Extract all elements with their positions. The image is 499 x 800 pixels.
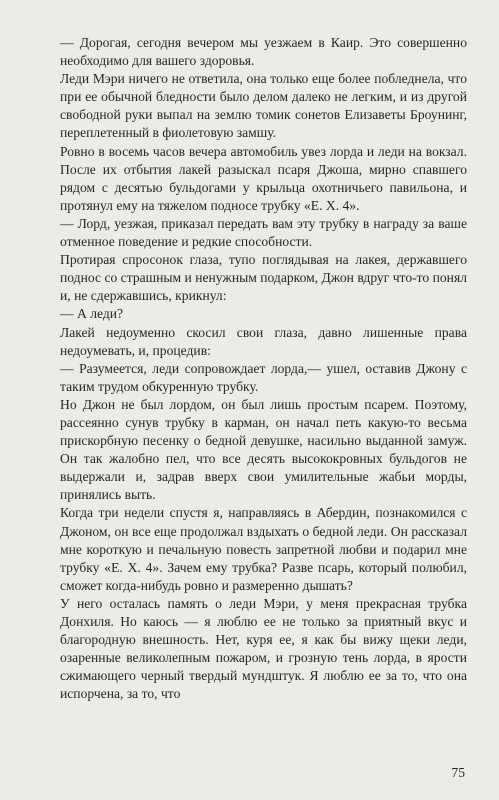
paragraph-3: Ровно в восемь часов вечера автомобиль увез лорда и леди на вокзал. После их отбытия лакей разыскал псаря Джоша, мирно спавшего рядом с десятью бульдогами у крыльца охотничьего павильона, и протянул ему на тяжелом подносе трубку «Е. Х. 4». bbox=[60, 143, 467, 213]
paragraph-2: Леди Мэри ничего не ответила, она только еще более побледнела, что при ее обычной бледности было делом далеко не легким, и из другой свободной руки выпал на землю томик сонетов Елизаветы Броунинг, переплетенный в фиолетовую замшу. bbox=[60, 71, 467, 141]
paragraph-5: Протирая спросонок глаза, тупо поглядывая на лакея, державшего поднос со страшным и ненужным подарком, Джон вдруг что-то понял и, не сдержавшись, крикнул: bbox=[60, 252, 467, 304]
paragraph-9: Но Джон не был лордом, он был лишь простым псарем. Поэтому, рассеянно сунув трубку в карман, он начал петь какую-то весьма прискорбную песенку о бедной девушке, насильно выданной замуж. Он так жалобно пел, что все десять высококровных бульдогов не выдержали и, задрав вверх свои умилительные жабьи морды, принялись выть. bbox=[60, 396, 467, 503]
paragraph-10: Когда три недели спустя я, направляясь в Абердин, познакомился с Джоном, он все еще продолжал вздыхать о бедной леди. Он рассказал мне короткую и печальную повесть запретной любви и подарил мне трубку «Е. Х. 4». Зачем ему трубка? Разве псарь, который полюбил, сможет когда-нибудь ровно и размеренно дышать? bbox=[60, 505, 467, 593]
paragraph-7: Лакей недоуменно скосил свои глаза, давно лишенные права недоумевать, и, процедив: bbox=[60, 324, 467, 358]
paragraph-8: — Разумеется, леди сопровождает лорда,— ушел, оставив Джону с таким трудом обкуренную трубку. bbox=[60, 360, 467, 394]
paragraph-4: — Лорд, уезжая, приказал передать вам эту трубку в награду за ваше отменное поведение и редкие способности. bbox=[60, 215, 467, 250]
page-number: 75 bbox=[451, 765, 465, 780]
paragraph-1: — Дорогая, сегодня вечером мы уезжаем в Каир. Это совершенно необходимо для вашего здоровья. bbox=[60, 35, 467, 69]
text-body bbox=[60, 34, 467, 703]
paragraph-6: — А леди? bbox=[60, 306, 124, 322]
paragraph-11: У него осталась память о леди Мэри, у меня прекрасная трубка Донхиля. Но каюсь — я люблю ее не только за приятный вкус и благородную внешность. Нет, куря ее, я как бы вижу щеки леди, озаренные великолепным пожаром, и грозную тень лорда, в ярости сжимающего черный твердый мундштук. Я люблю ее за то, что она испорчена, за то, что bbox=[60, 595, 467, 702]
